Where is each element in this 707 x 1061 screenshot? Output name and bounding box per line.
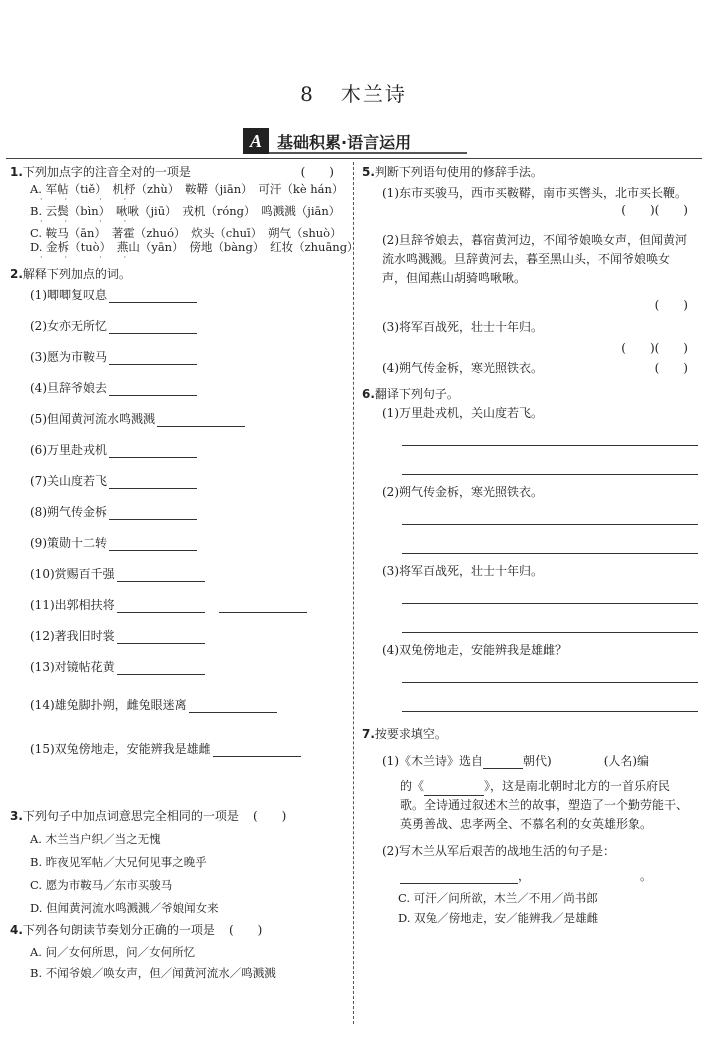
question-4: 4.下列各句朗读节奏划分正确的一项是 ( )	[10, 923, 263, 937]
q2-item: (7)关山度若飞	[10, 474, 346, 505]
header-rule	[6, 158, 702, 159]
q5-item-4: (4)朔气传金柝，寒光照铁衣。 ( )	[382, 361, 688, 375]
answer-line[interactable]	[402, 603, 698, 604]
blank[interactable]	[117, 569, 205, 582]
question-5: 5.判断下列语句使用的修辞手法。	[362, 165, 543, 179]
q6-item-1: (1)万里赴戎机，关山度若飞。	[382, 406, 543, 420]
q2-item: (10)赏赐百千强	[10, 567, 346, 598]
blank[interactable]	[483, 756, 523, 769]
blank[interactable]	[117, 600, 205, 613]
q2-item: (14)雄兔脚扑朔，雌兔眼迷离	[10, 698, 346, 742]
blank[interactable]	[109, 290, 197, 303]
blank[interactable]	[189, 700, 277, 713]
q4-option-c: C. 可汗／问所欲，木兰／不用／尚书郎	[398, 891, 598, 905]
blank[interactable]	[117, 631, 205, 644]
q1-option-d: D. 金柝（tuò） 燕山（yān） 傍地（bàng） 红妆（zhuāng）	[30, 240, 359, 254]
blank[interactable]	[117, 662, 205, 675]
q7-item-1-cont: 的《 》，这是南北朝时北方的一首乐府民歌。全诗通过叙述木兰的故事，塑造了一个勤劳能干、英勇善战、忠孝两全、不慕名利的女英雄形象。	[400, 779, 689, 831]
q1-option-b: B. 云鬓（bìn） 啾啾（jiū） 戎机（róng） 鸣溅溅（jiān）	[30, 204, 341, 218]
blank[interactable]	[424, 783, 484, 796]
answer-line[interactable]	[402, 445, 698, 446]
left-column: 1.下列加点字的注音全对的一项是 ( ) A. 军帖（tiě） 机杼（zhù） 鞍鞯（jiān） 可汗（kè hán） · · · · B. 云鬓（bìn） 啾啾（jiū） 戎机（róng） 鸣溅溅（jiān） · · · · C. 鞍马（ān） 著霍（zhuó） 炊头（chuī） 朔气（shuò） D. 金柝（tuò） 燕山（yān） 傍地（bàng） 红妆（zhuāng） · · · · 2.解释下列加点的词。 (1)唧唧复叹息 (2)女亦无所忆 (3)愿为市鞍马 (4)旦辞爷娘去 (5)但闻黄河流水鸣溅溅 (6)万里赴戎机 (7)关山度若飞 (8)朔气传金柝 (9)策勋十二转 (10)赏赐百千强 (11)出郭相扶将 (12)著我旧时裳 (13)对镜帖花黄 (14)雄兔脚扑朔，雌兔眼迷离 (15)双兔傍地走，安能辨我是雄雌 3.下列句子中加点词意思完全相同的一项是 ( ) A. 木兰当户织／当之无愧 B. 昨夜见军帖／大兄何见事之晚乎 C. 愿为市鞍马／东市买骏马 D. 但闻黄河流水鸣溅溅／爷娘闻女来 4.下列各句朗读节奏划分正确的一项是 ( ) A. 问／女何所思，问／女何所忆 B. 不闻爷娘／唤女声，但／闻黄河流水／鸣溅溅	[10, 164, 346, 773]
question-7: 7.按要求填空。	[362, 727, 447, 741]
lesson-number: 8	[300, 82, 315, 106]
q5-item-1: (1)东市买骏马，西市买鞍鞯，南市买辔头，北市买长鞭。	[382, 186, 688, 200]
answer-line[interactable]	[402, 474, 698, 475]
section-title: 基础积累·语言运用	[277, 133, 412, 152]
q7-item-2: (2)写木兰从军后艰苦的战地生活的句子是：	[382, 844, 615, 858]
answer-line[interactable]	[402, 553, 698, 554]
right-column: 5.判断下列语句使用的修辞手法。 (1)东市买骏马，西市买鞍鞯，南市买辔头，北市买长鞭。 ( )( ) (2)旦辞爷娘去，暮宿黄河边，不闻爷娘唤女声，但闻黄河流水鸣溅溅。旦辞黄河去，暮至黑山头，不闻爷娘唤女声，但闻燕山胡骑鸣啾啾。 ( ) (3)将军百战死，壮士十年归。 ( )( ) (4)朔气传金柝，寒光照铁衣。 ( ) 6.翻译下列句子。 (1)万里赴戎机，关山度若飞。 (2)朔气传金柝，寒光照铁衣。 (3)将军百战死，壮士十年归。 (4)双兔傍地走，安能辨我是雄雌？ 7.按要求填空。 (1)《木兰诗》选自 朝代) (人名)编 的《 》，这是南北朝时北方的一首乐府民歌。全诗通过叙述木兰的故事，塑造了一个勤劳能干、英勇善战、忠孝两全、不慕名利的女英雄形象。 (2)写木兰从军后艰苦的战地生活的句子是： ， 。 C. 可汗／问所欲，木兰／不用／尚书郎 D. 双兔／傍地走，安／能辨我／是雄雌	[362, 164, 698, 928]
q6-item-3: (3)将军百战死，壮士十年归。	[382, 564, 543, 578]
blank[interactable]	[109, 507, 197, 520]
question-6: 6.翻译下列句子。	[362, 387, 459, 401]
blank[interactable]	[109, 445, 197, 458]
q2-item: (6)万里赴戎机	[10, 443, 346, 474]
q2-item: (8)朔气传金柝	[10, 505, 346, 536]
blank[interactable]	[213, 744, 301, 757]
q2-item: (4)旦辞爷娘去	[10, 381, 346, 412]
blank[interactable]	[157, 414, 245, 427]
question-2: 2.解释下列加点的词。	[10, 267, 131, 281]
blank[interactable]	[109, 352, 197, 365]
section-letter: A	[243, 128, 269, 154]
answer-line[interactable]	[402, 524, 698, 525]
q2-item: (1)唧唧复叹息	[10, 288, 346, 319]
question-3: 3.下列句子中加点词意思完全相同的一项是 ( )	[10, 809, 287, 823]
page-title	[0, 78, 707, 107]
lesson-name: 木兰诗	[340, 82, 407, 106]
q1-option-c: C. 鞍马（ān） 著霍（zhuó） 炊头（chuī） 朔气（shuò）	[30, 226, 342, 240]
q2-item: (2)女亦无所忆	[10, 319, 346, 350]
q2-item: (3)愿为市鞍马	[10, 350, 346, 381]
q4-option-d: D. 双兔／傍地走，安／能辨我／是雄雌	[398, 911, 599, 925]
q2-item: (15)双兔傍地走，安能辨我是雄雌	[10, 742, 346, 773]
q6-item-2: (2)朔气传金柝，寒光照铁衣。	[382, 485, 543, 499]
q3-option-a: A. 木兰当户织／当之无愧	[30, 832, 161, 846]
column-divider	[353, 162, 354, 1024]
question-1: 1.下列加点字的注音全对的一项是 ( )	[10, 165, 334, 179]
q3-option-d: D. 但闻黄河流水鸣溅溅／爷娘闻女来	[30, 901, 219, 915]
blank[interactable]	[109, 383, 197, 396]
section-banner	[243, 128, 467, 154]
q4-option-a: A. 问／女何所思，问／女何所忆	[30, 945, 196, 959]
answer-line[interactable]	[402, 711, 698, 712]
blank[interactable]	[109, 538, 197, 551]
q7-item-1: (1)《木兰诗》选自 朝代) (人名)编	[382, 754, 650, 768]
q2-item: (12)著我旧时裳	[10, 629, 346, 660]
blank[interactable]	[109, 476, 197, 489]
answer-line[interactable]	[402, 682, 698, 683]
q3-option-b: B. 昨夜见军帖／大兄何见事之晚乎	[30, 855, 207, 869]
blank[interactable]	[400, 871, 518, 884]
q2-item: (9)策勋十二转	[10, 536, 346, 567]
q2-item: (5)但闻黄河流水鸣溅溅	[10, 412, 346, 443]
q1-option-a: A. 军帖（tiě） 机杼（zhù） 鞍鞯（jiān） 可汗（kè hán）	[30, 182, 344, 196]
q5-item-3: (3)将军百战死，壮士十年归。	[382, 320, 543, 334]
q4-option-b: B. 不闻爷娘／唤女声，但／闻黄河流水／鸣溅溅	[30, 966, 276, 980]
answer-line[interactable]	[402, 632, 698, 633]
q6-item-4: (4)双兔傍地走，安能辨我是雄雌？	[382, 643, 567, 657]
blank[interactable]	[109, 321, 197, 334]
q2-item: (13)对镜帖花黄	[10, 660, 346, 698]
q3-option-c: C. 愿为市鞍马／东市买骏马	[30, 878, 173, 892]
blank[interactable]	[219, 600, 307, 613]
banner-underline	[269, 152, 467, 154]
q2-item: (11)出郭相扶将	[10, 598, 346, 629]
q5-item-2: (2)旦辞爷娘去，暮宿黄河边，不闻爷娘唤女声，但闻黄河流水鸣溅溅。旦辞黄河去，暮至黑山头，不闻爷娘唤女声，但闻燕山胡骑鸣啾啾。	[382, 233, 688, 285]
